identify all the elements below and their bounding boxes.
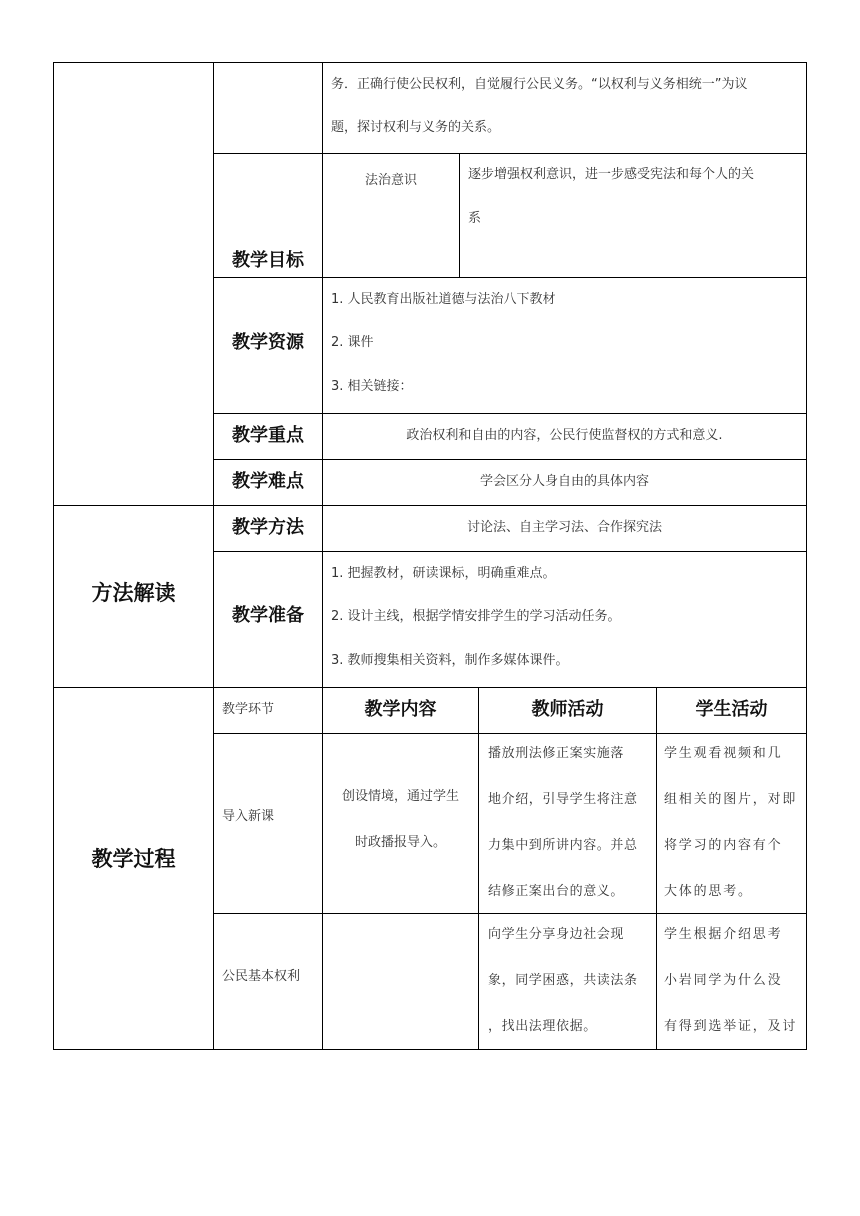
methods-text: 讨论法、自主学习法、合作探究法 — [466, 520, 662, 535]
row-rights-teacher-line: 象，同学困惑，共读法条 — [488, 973, 638, 988]
row-intro-teacher — [488, 731, 656, 915]
row-rights-teacher — [488, 912, 656, 1050]
header-content: 教学内容 — [364, 699, 437, 720]
row-intro-content-line: 创设情境，通过学生 — [341, 789, 459, 804]
difficulties-label: 教学难点 — [232, 471, 304, 492]
rule-of-law-label: 法治意识 — [364, 173, 417, 188]
row-intro-teacher-line: 力集中到所讲内容。并总 — [488, 838, 638, 853]
row-rights-student-line: 有得到选举证，及讨 — [664, 1019, 798, 1034]
row-intro-student-line: 大体的思考。 — [664, 884, 753, 899]
methods-label: 教学方法 — [232, 517, 304, 538]
row-rights-student-line: 小岩同学为什么没 — [664, 973, 783, 988]
row-intro-content — [323, 774, 478, 866]
teaching-resources-label: 教学资源 — [232, 332, 304, 353]
row-intro-student-line: 学生观看视频和几 — [664, 746, 783, 761]
prep-label: 教学准备 — [232, 605, 304, 626]
row-intro-teacher-line: 播放刑法修正案实施落 — [488, 746, 625, 761]
row-intro-teacher-line: 地介绍，引导学生将注意 — [488, 792, 638, 807]
row-rights-student-line: 学生根据介绍思考 — [664, 927, 783, 942]
method-section-label: 方法解读 — [91, 581, 176, 605]
header-teacher: 教师活动 — [531, 699, 604, 720]
process-section-label: 教学过程 — [91, 847, 176, 871]
rights-text-line-1: 务．正确行使公民权利，自觉履行公民义务。“以权利与义务相统一”为议 — [331, 77, 748, 92]
row-intro-student — [664, 731, 806, 915]
resource-item-2: 2. 课件 — [331, 335, 374, 350]
row-rights-student — [664, 912, 806, 1050]
row-rights-teacher-line: 向学生分享身边社会现 — [488, 927, 625, 942]
row-intro-teacher-line: 结修正案出台的意义。 — [488, 884, 625, 899]
prep-item-2: 2. 设计主线，根据学情安排学生的学习活动任务。 — [331, 609, 621, 624]
rights-text-line-2: 题，探讨权利与义务的关系。 — [331, 120, 501, 135]
key-points-label: 教学重点 — [232, 425, 304, 446]
difficulties-text: 学会区分人身自由的具体内容 — [479, 474, 649, 489]
resource-item-3: 3. 相关链接： — [331, 379, 413, 394]
resource-item-1: 1. 人民教育出版社道德与法治八下教材 — [331, 292, 556, 307]
header-stage: 教学环节 — [222, 702, 275, 717]
key-points-text: 政治权利和自由的内容，公民行使监督权的方式和意义. — [406, 428, 723, 443]
header-student: 学生活动 — [695, 699, 768, 720]
rule-of-law-line-2: 系 — [468, 211, 482, 226]
rule-of-law-line-1: 逐步增强权利意识，进一步感受宪法和每个人的关 — [468, 167, 755, 182]
row-rights-teacher-line: ，找出法理依据。 — [488, 1019, 597, 1034]
row-intro-content-line: 时政播报导入。 — [354, 835, 446, 850]
prep-item-3: 3. 教师搜集相关资料，制作多媒体课件。 — [331, 653, 569, 668]
row-intro-student-line: 组相关的图片，对即 — [664, 792, 798, 807]
row-rights-stage: 公民基本权利 — [222, 969, 301, 984]
row-intro-stage: 导入新课 — [222, 809, 275, 824]
prep-item-1: 1. 把握教材，研读课标，明确重难点。 — [331, 566, 556, 581]
teaching-goals-label: 教学目标 — [232, 250, 304, 271]
row-intro-student-line: 将学习的内容有个 — [664, 838, 783, 853]
